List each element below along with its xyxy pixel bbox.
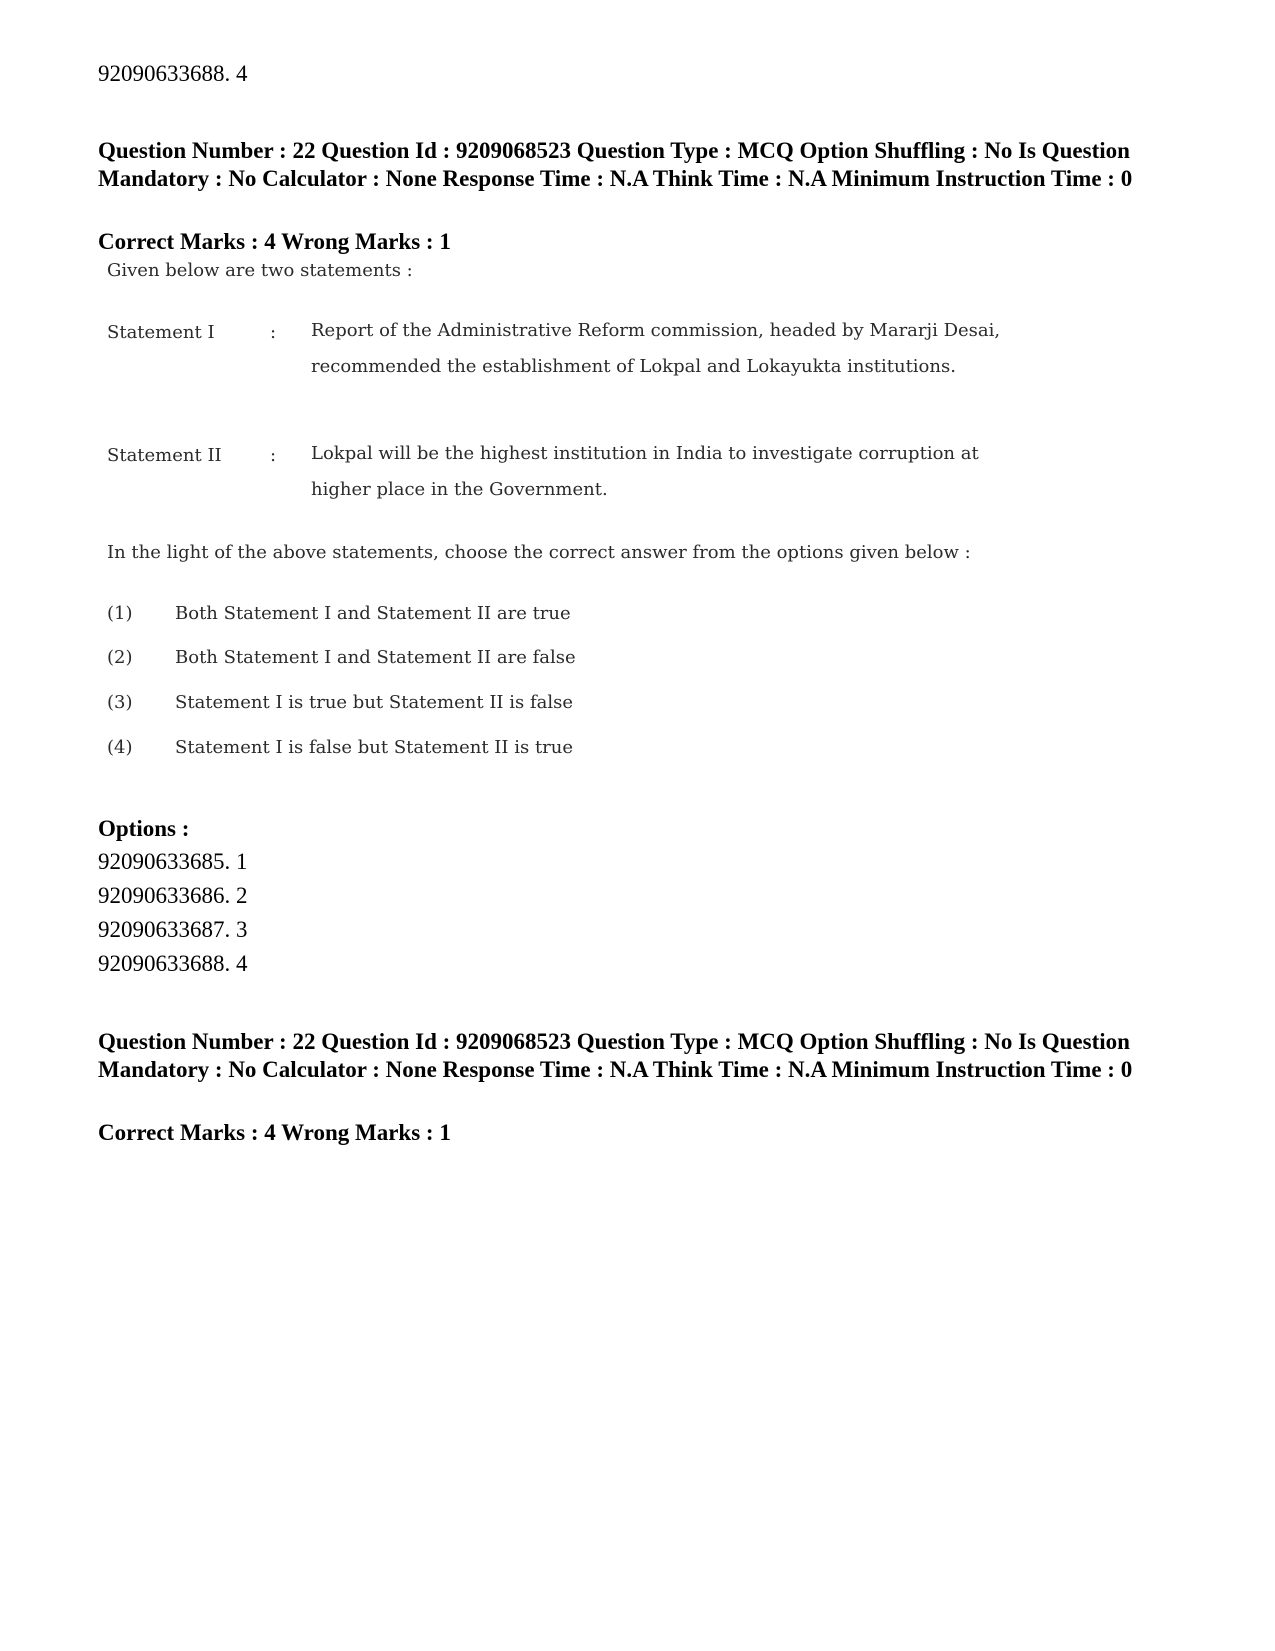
statement-2-text: Lokpal will be the highest institution in India to investigate corruption at higher place in the Government. <box>311 443 979 500</box>
choice-4-number: (4) <box>107 737 133 758</box>
choice-4-text: Statement I is false but Statement II is true <box>175 737 574 758</box>
option-item: 92090633688. 4 <box>98 951 248 976</box>
option-item: 92090633687. 3 <box>98 917 248 942</box>
question-header-2: Question Number : 22 Question Id : 9209068523 Question Type : MCQ Option Shuffling : No Is Question Mandatory : No Calculator : None Response Time : N.A Think Time : N.A Minimum Instruction Time : 0 <box>98 1029 1133 1082</box>
statement-1-label: Statement I <box>107 322 215 343</box>
statement-1-text: Report of the Administrative Reform commission, headed by Mararji Desai, recommended the establishment of Lokpal and Lokayukta institutions. <box>311 320 1001 377</box>
choice-3-text: Statement I is true but Statement II is false <box>175 692 574 713</box>
option-item: 92090633686. 2 <box>98 883 248 908</box>
choice-3-number: (3) <box>107 692 133 713</box>
choice-2-number: (2) <box>107 647 133 668</box>
question-marks-2: Correct Marks : 4 Wrong Marks : 1 <box>98 1120 451 1145</box>
statement-2-label: Statement II <box>107 445 222 466</box>
statement-2-colon: : <box>270 445 277 466</box>
question-instruction: In the light of the above statements, choose the correct answer from the options given below : <box>107 542 971 563</box>
option-item: 92090633685. 1 <box>98 849 248 874</box>
previous-answer-line: 92090633688. 4 <box>98 61 248 86</box>
question-image <box>98 260 1018 800</box>
choice-2-text: Both Statement I and Statement II are false <box>175 647 576 668</box>
question-header-1: Question Number : 22 Question Id : 9209068523 Question Type : MCQ Option Shuffling : No Is Question Mandatory : No Calculator : None Response Time : N.A Think Time : N.A Minimum Instruction Time : 0 <box>98 138 1133 191</box>
question-intro: Given below are two statements : <box>107 260 413 281</box>
options-heading: Options : <box>98 816 190 841</box>
choice-1-text: Both Statement I and Statement II are true <box>175 603 571 624</box>
statement-1-colon: : <box>270 322 277 343</box>
question-marks-1: Correct Marks : 4 Wrong Marks : 1 <box>98 229 451 254</box>
choice-1-number: (1) <box>107 603 133 624</box>
